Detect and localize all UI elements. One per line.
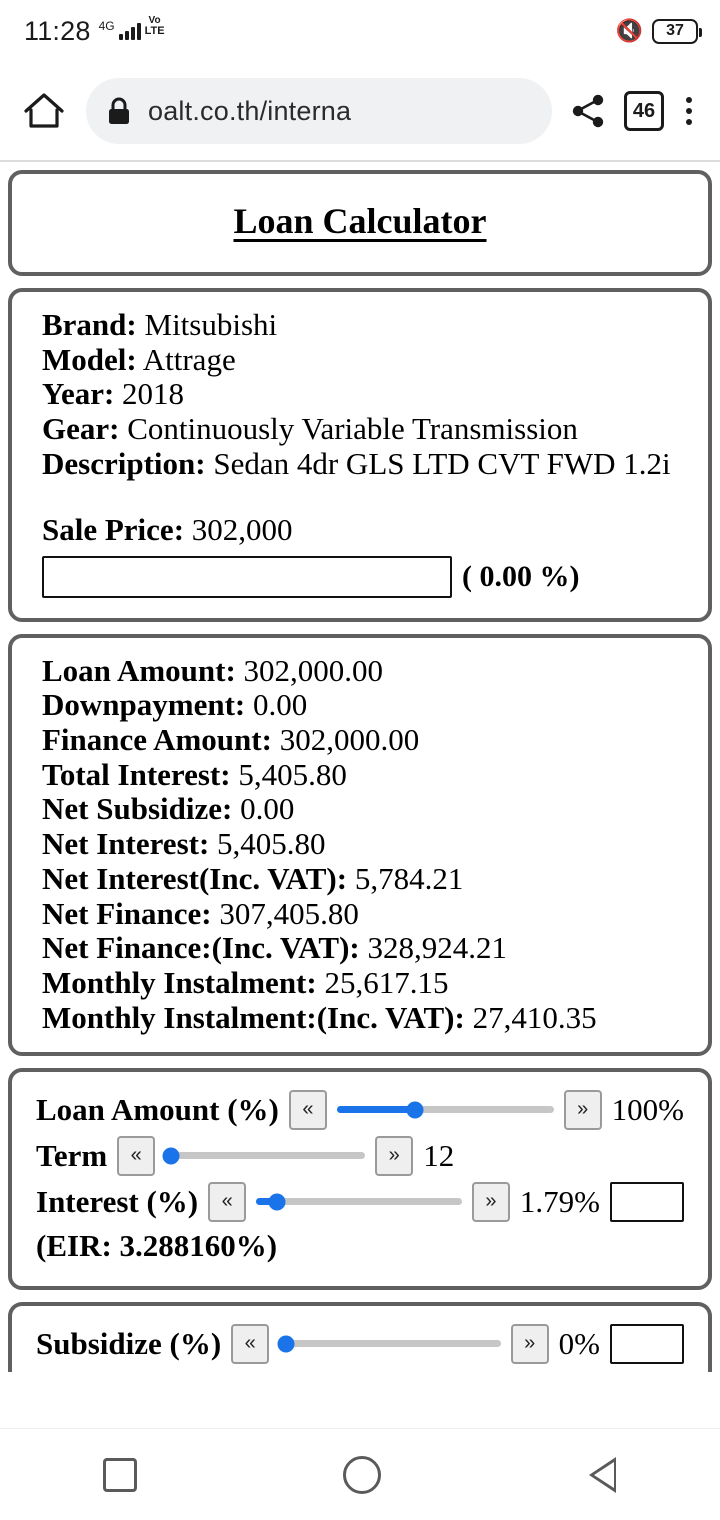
interest-increment-button[interactable]: » bbox=[472, 1182, 510, 1222]
browser-toolbar bbox=[0, 62, 720, 162]
summary-label: Net Interest(Inc. VAT): bbox=[42, 860, 348, 896]
summary-row bbox=[42, 862, 678, 897]
vehicle-description-row bbox=[42, 447, 678, 482]
interest-label: Interest (%) bbox=[36, 1183, 199, 1219]
subsidize-label: Subsidize (%) bbox=[36, 1325, 222, 1361]
volte-top-label: Vo bbox=[148, 14, 161, 26]
loan-amount-increment-button[interactable]: » bbox=[564, 1090, 602, 1130]
term-decrement-button[interactable]: « bbox=[117, 1136, 155, 1176]
summary-label: Finance Amount: bbox=[42, 722, 272, 758]
description-label: Description: bbox=[42, 445, 206, 481]
model-value: Attrage bbox=[142, 341, 236, 377]
signal-strength-icon bbox=[119, 22, 141, 40]
term-slider[interactable] bbox=[165, 1152, 365, 1159]
summary-row bbox=[42, 897, 678, 932]
summary-label: Net Finance: bbox=[42, 895, 212, 931]
recents-square-icon[interactable] bbox=[103, 1458, 137, 1492]
interest-value: 1.79% bbox=[519, 1183, 600, 1219]
term-label: Term bbox=[36, 1137, 108, 1173]
model-label: Model: bbox=[42, 341, 137, 377]
term-slider-row bbox=[36, 1136, 684, 1176]
subsidize-controls-card bbox=[8, 1302, 712, 1372]
year-value: 2018 bbox=[122, 376, 185, 412]
loan-amount-value: 100% bbox=[611, 1091, 684, 1127]
summary-label: Net Subsidize: bbox=[42, 791, 233, 827]
term-value: 12 bbox=[423, 1137, 455, 1173]
summary-label: Loan Amount: bbox=[42, 652, 236, 688]
gear-value: Continuously Variable Transmission bbox=[127, 411, 578, 447]
sale-price-value: 302,000 bbox=[191, 511, 293, 547]
loan-amount-label: Loan Amount (%) bbox=[36, 1091, 279, 1127]
home-circle-icon[interactable] bbox=[343, 1456, 381, 1494]
status-bar-left bbox=[24, 16, 165, 47]
vehicle-year-row bbox=[42, 377, 678, 412]
status-clock: 11:28 bbox=[24, 15, 91, 46]
interest-decrement-button[interactable]: « bbox=[208, 1182, 246, 1222]
summary-value: 25,617.15 bbox=[324, 965, 449, 1001]
year-label: Year: bbox=[42, 376, 115, 412]
overflow-menu-icon[interactable] bbox=[680, 93, 698, 129]
vehicle-brand-row bbox=[42, 308, 678, 343]
subsidize-increment-button[interactable]: » bbox=[511, 1324, 549, 1364]
network-indicator bbox=[98, 14, 165, 40]
status-bar bbox=[0, 0, 720, 62]
term-increment-button[interactable]: » bbox=[375, 1136, 413, 1176]
network-type-label: 4G bbox=[98, 18, 115, 33]
lock-icon bbox=[106, 96, 132, 126]
summary-row bbox=[42, 931, 678, 966]
gear-label: Gear: bbox=[42, 411, 120, 447]
discount-percent-label: ( 0.00 %) bbox=[462, 559, 580, 593]
summary-value: 307,405.80 bbox=[219, 895, 359, 931]
summary-value: 5,784.21 bbox=[354, 860, 464, 896]
interest-slider[interactable] bbox=[256, 1198, 462, 1205]
battery-icon bbox=[652, 19, 698, 44]
home-icon[interactable] bbox=[22, 91, 66, 131]
summary-row bbox=[42, 688, 678, 723]
loan-summary-card bbox=[8, 634, 712, 1056]
status-bar-right bbox=[616, 18, 698, 44]
summary-value: 328,924.21 bbox=[367, 930, 507, 966]
sale-price-row bbox=[42, 512, 678, 548]
subsidize-slider-row bbox=[36, 1324, 684, 1364]
eir-text: (EIR: 3.288160%) bbox=[36, 1227, 278, 1263]
discount-input[interactable] bbox=[42, 556, 452, 598]
summary-row bbox=[42, 758, 678, 793]
page-content bbox=[0, 162, 720, 1428]
interest-input[interactable] bbox=[610, 1182, 684, 1222]
volte-bottom-label: LTE bbox=[144, 24, 165, 37]
brand-value: Mitsubishi bbox=[144, 307, 278, 342]
summary-row bbox=[42, 792, 678, 827]
sale-price-label: Sale Price: bbox=[42, 511, 185, 547]
summary-label: Monthly Instalment:(Inc. VAT): bbox=[42, 999, 465, 1035]
loan-amount-decrement-button[interactable]: « bbox=[289, 1090, 327, 1130]
summary-row bbox=[42, 827, 678, 862]
address-bar-url: oalt.co.th/interna bbox=[148, 95, 352, 126]
summary-value: 302,000.00 bbox=[243, 652, 384, 688]
tab-counter[interactable]: 46 bbox=[624, 91, 664, 131]
summary-row bbox=[42, 723, 678, 758]
summary-label: Downpayment: bbox=[42, 687, 246, 723]
loan-amount-slider-row bbox=[36, 1090, 684, 1130]
page-title-card bbox=[8, 170, 712, 276]
vehicle-details-card bbox=[8, 288, 712, 622]
interest-slider-row bbox=[36, 1182, 684, 1222]
summary-label: Net Interest: bbox=[42, 826, 210, 862]
summary-value: 5,405.80 bbox=[238, 756, 347, 792]
subsidize-input[interactable] bbox=[610, 1324, 684, 1364]
system-navigation-bar bbox=[0, 1428, 720, 1520]
summary-value: 302,000.00 bbox=[279, 722, 420, 758]
subsidize-slider[interactable] bbox=[279, 1340, 501, 1347]
summary-value: 27,410.35 bbox=[472, 999, 597, 1035]
summary-row bbox=[42, 1001, 678, 1036]
summary-label: Net Finance:(Inc. VAT): bbox=[42, 930, 360, 966]
vehicle-model-row bbox=[42, 343, 678, 378]
address-bar[interactable] bbox=[86, 78, 552, 144]
summary-value: 0.00 bbox=[252, 687, 308, 723]
summary-label: Monthly Instalment: bbox=[42, 965, 317, 1001]
vibrate-mode-icon: 🔇 bbox=[615, 18, 642, 43]
vehicle-gear-row bbox=[42, 412, 678, 447]
subsidize-decrement-button[interactable]: « bbox=[231, 1324, 269, 1364]
summary-label: Total Interest: bbox=[42, 756, 231, 792]
share-icon[interactable] bbox=[568, 91, 608, 131]
brand-label: Brand: bbox=[42, 307, 137, 342]
loan-amount-slider[interactable] bbox=[337, 1106, 554, 1113]
volte-icon bbox=[145, 16, 165, 37]
summary-row bbox=[42, 966, 678, 1001]
summary-value: 0.00 bbox=[240, 791, 295, 827]
battery-percent-label: 37 bbox=[666, 22, 684, 39]
back-triangle-icon[interactable] bbox=[587, 1455, 617, 1495]
summary-row bbox=[42, 654, 678, 689]
description-value: Sedan 4dr GLS LTD CVT FWD 1.2i bbox=[213, 445, 671, 481]
page-title: Loan Calculator bbox=[233, 201, 487, 241]
discount-row bbox=[42, 556, 678, 598]
loan-controls-card bbox=[8, 1068, 712, 1290]
subsidize-value: 0% bbox=[558, 1325, 600, 1361]
summary-value: 5,405.80 bbox=[217, 826, 326, 862]
